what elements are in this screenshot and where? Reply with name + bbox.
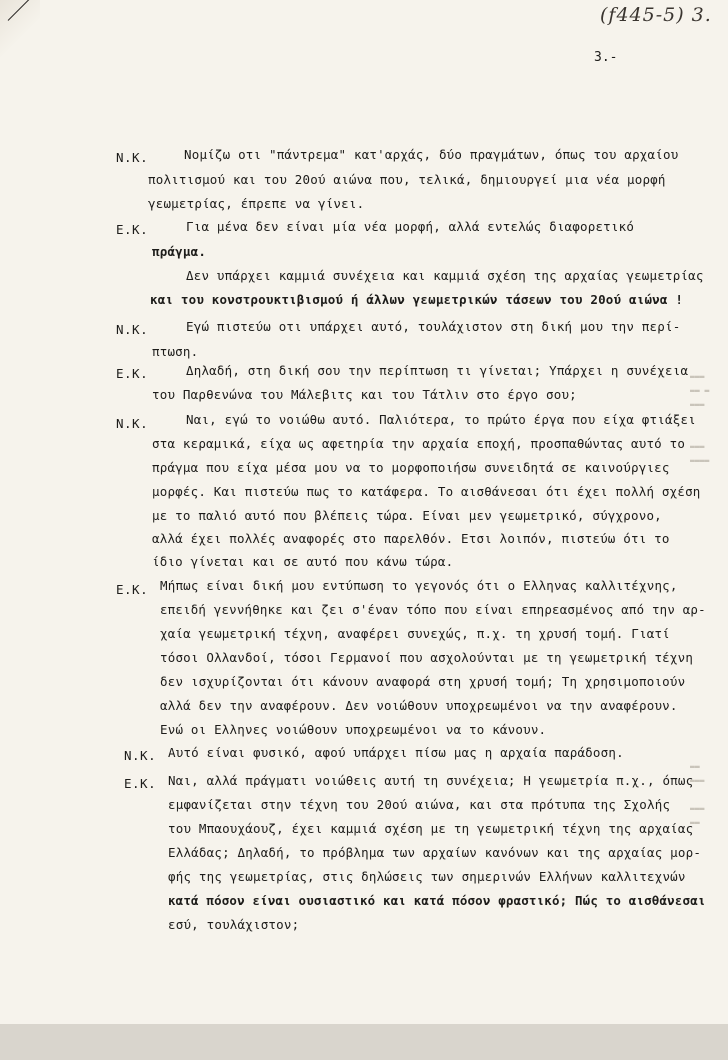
text-line: με το παλιό αυτό που βλέπεις τώρα. Είναι μεν γεωμετρικό, σύγχρονο, xyxy=(152,508,662,523)
bleed-through-text-lower: ▬▬ ▬▬▬ ▬▬▬ ▬▬ xyxy=(690,762,705,827)
speaker-label: Ε.Κ. xyxy=(124,776,157,791)
text-line: του Παρθενώνα του Μάλεβιτς και του Τάτλιν στο έργο σου; xyxy=(152,387,577,402)
text-line: κατά πόσον είναι ουσιαστικό και κατά πόσον φραστικό; Πώς το αισθάνεσαι xyxy=(168,893,706,908)
text-line: επειδή γεννήθηκε και ζει σ'έναν τόπο που είναι επηρεασμένος από την αρ- xyxy=(160,602,706,617)
text-line: Νομίζω οτι "πάντρεμα" κατ'αρχάς, δύο πραγμάτων, όπως του αρχαίου xyxy=(184,147,679,162)
text-line: Εγώ πιστεύω οτι υπάρχει αυτό, τουλάχιστον στη δική μου την περί- xyxy=(186,319,681,334)
text-line: στα κεραμικά, είχα ως αφετηρία την αρχαία εποχή, προσπαθώντας αυτό το xyxy=(152,436,686,451)
bleed-through-text: ▬▬▬ ▬▬ ▬ ▬▬▬ ▬▬▬ ▬▬▬▬ xyxy=(690,372,710,465)
text-line: Δηλαδή, στη δική σου την περίπτωση τι γίνεται; Υπάρχει η συνέχεια xyxy=(186,363,689,378)
text-line: Δεν υπάρχει καμμιά συνέχεια και καμμιά σχέση της αρχαίας γεωμετρίας xyxy=(186,268,704,283)
page-number: 3.- xyxy=(594,50,618,65)
speaker-label: Ν.Κ. xyxy=(124,748,157,763)
text-line: φής της γεωμετρίας, στις δηλώσεις των σημερινών Ελλήνων καλλιτεχνών xyxy=(168,869,686,884)
text-line: εσύ, τουλάχιστον; xyxy=(168,917,300,932)
text-line: τόσοι Ολλανδοί, τόσοι Γερμανοί που ασχολούνται με τη γεωμετρική τέχνη xyxy=(160,650,694,665)
speaker-label: Ν.Κ. xyxy=(116,150,149,165)
text-line: αλλά δεν την αναφέρουν. Δεν νοιώθουν υποχρεωμένοι να την αναφέρουν. xyxy=(160,698,678,713)
text-line: χαία γεωμετρική τέχνη, αναφέρει συνεχώς, π.χ. τη χρυσή τομή. Γιατί xyxy=(160,626,670,641)
speaker-label: Ν.Κ. xyxy=(116,416,149,431)
speaker-label: Ε.Κ. xyxy=(116,366,149,381)
speaker-label: Ν.Κ. xyxy=(116,322,149,337)
text-line: δεν ισχυρίζονται ότι κάνουν αναφορά στη χρυσή τομή; Τη χρησιμοποιούν xyxy=(160,674,686,689)
text-line: Αυτό είναι φυσικό, αφού υπάρχει πίσω μας η αρχαία παράδοση. xyxy=(168,745,624,760)
text-line: Για μένα δεν είναι μία νέα μορφή, αλλά εντελώς διαφορετικό xyxy=(186,219,635,234)
text-line: πράγμα. xyxy=(152,244,207,259)
text-line: πολιτισμού και του 20ού αιώνα που, τελικά, δημιουργεί μια νέα μορφή xyxy=(148,172,666,187)
speaker-label: Ε.Κ. xyxy=(116,222,149,237)
text-line: του Μπαουχάουζ, έχει καμμιά σχέση με τη γεωμετρική τέχνη της αρχαίας xyxy=(168,821,694,836)
text-line: και του κονστρουκτιβισμού ή άλλων γεωμετρικών τάσεων του 20ού αιώνα ! xyxy=(150,292,684,307)
handwritten-reference: (f445-5) 3. xyxy=(600,4,712,26)
text-line: ίδιο γίνεται και σε αυτό που κάνω τώρα. xyxy=(152,554,454,569)
text-line: Ναι, αλλά πράγματι νοιώθεις αυτή τη συνέχεια; Η γεωμετρία π.χ., όπως xyxy=(168,773,694,788)
text-line: εμφανίζεται στην τέχνη του 20ού αιώνα, και στα πρότυπα της Σχολής xyxy=(168,797,671,812)
text-line: πτωση. xyxy=(152,344,199,359)
text-line: Ελλάδας; Δηλαδή, το πρόβλημα των αρχαίων κανόνων και της αρχαίας μορ- xyxy=(168,845,702,860)
text-line: Ναι, εγώ το νοιώθω αυτό. Παλιότερα, το πρώτο έργα που είχα φτιάξει xyxy=(186,412,696,427)
text-line: πράγμα που είχα μέσα μου να το μορφοποιήσω συνειδητά σε καινούργιες xyxy=(152,460,670,475)
text-line: γεωμετρίας, έπρεπε να γίνει. xyxy=(148,196,365,211)
text-line: μορφές. Και πιστεύω πως το κατάφερα. Το αισθάνεσαι ότι έχει πολλή σχέση xyxy=(152,484,701,499)
speaker-label: Ε.Κ. xyxy=(116,582,149,597)
text-line: αλλά έχει πολλές αναφορές στο παρελθόν. Ετσι λοιπόν, πιστεύω ότι το xyxy=(152,531,670,546)
text-line: Ενώ οι Ελληνες νοιώθουν υποχρεωμένοι να το κάνουν. xyxy=(160,722,547,737)
text-line: Μήπως είναι δική μου εντύπωση το γεγονός ότι ο Ελληνας καλλιτέχνης, xyxy=(160,578,678,593)
